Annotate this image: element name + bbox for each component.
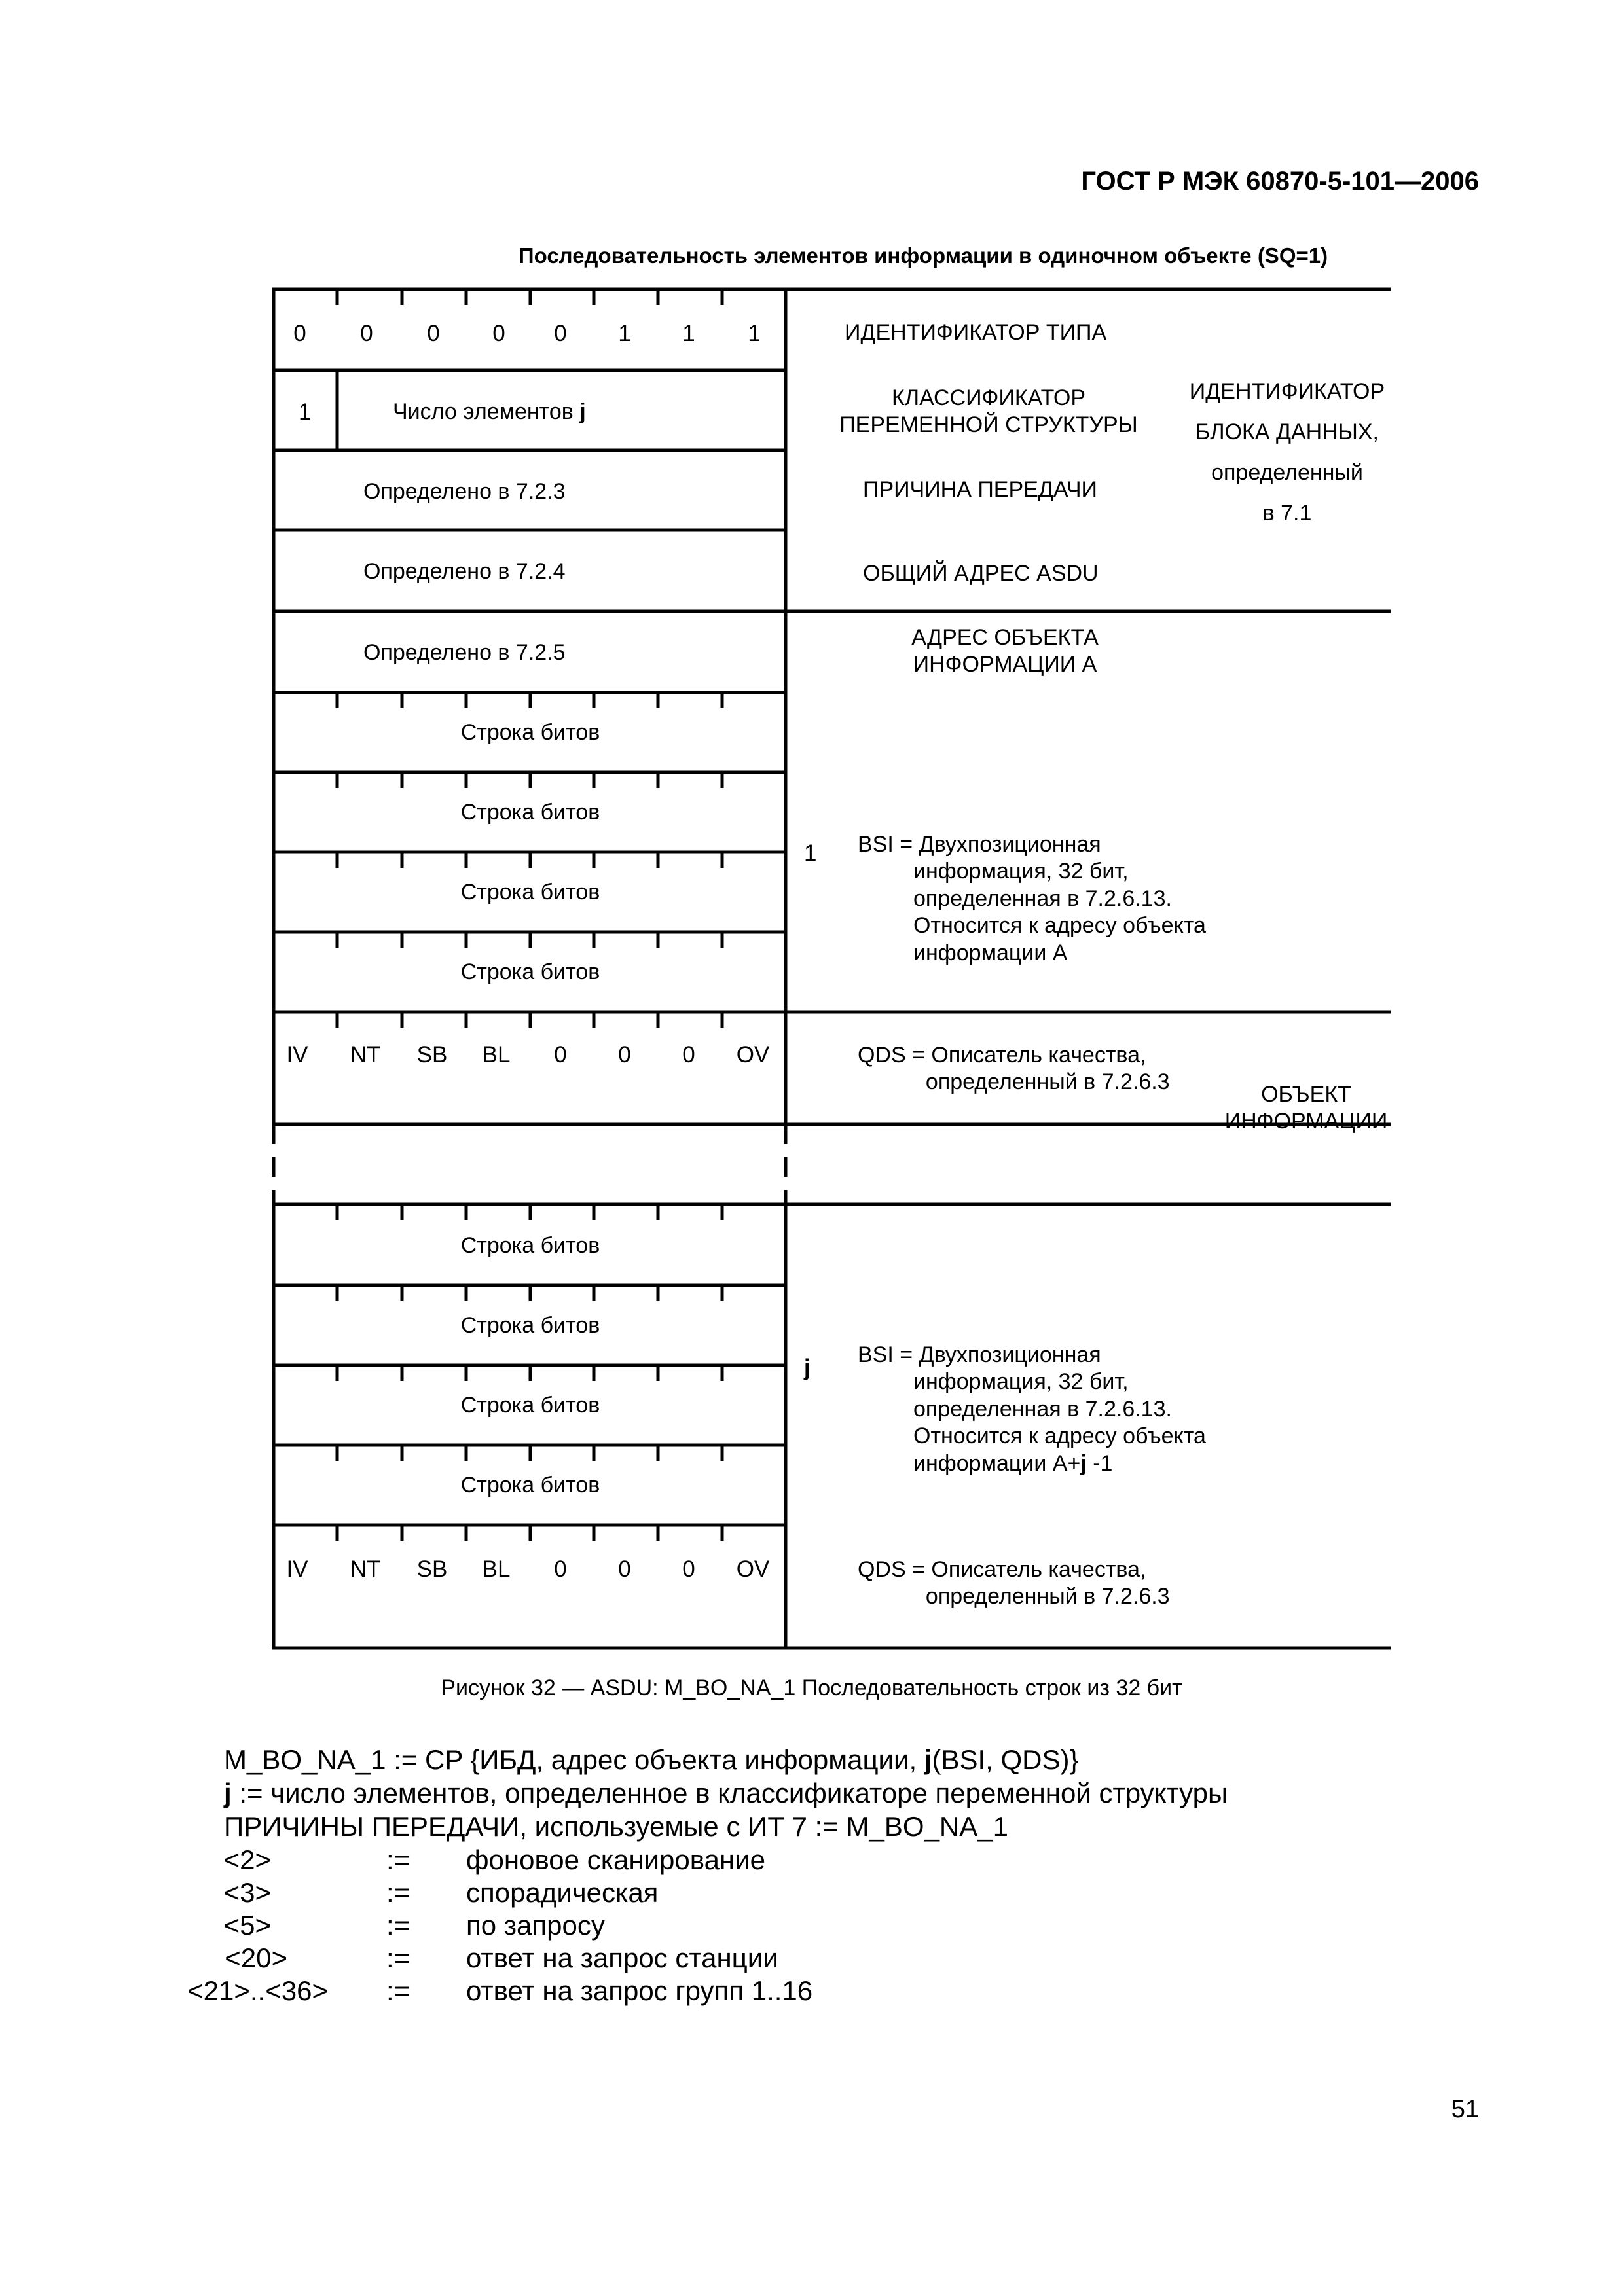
cause-op: := — [386, 1844, 410, 1875]
bitstring-row: Строка битов — [460, 1473, 600, 1498]
figure-caption: Рисунок 32 — ASDU: M_BO_NA_1 Последовательность строк из 32 бит — [441, 1676, 1182, 1700]
cause-code: <2> — [223, 1844, 271, 1875]
qds-bit-0: 0 — [618, 1042, 631, 1067]
cause-op: := — [386, 1975, 410, 2006]
definition-line-3: ПРИЧИНЫ ПЕРЕДАЧИ, используемые с ИТ 7 := M_BO_NA_1 — [224, 1811, 1008, 1842]
cot-definition: Определено в 7.2.3 — [363, 479, 566, 504]
qds-bit-0: 0 — [554, 1556, 567, 1582]
label-data-unit-identifier-2: БЛОКА ДАННЫХ, — [1195, 420, 1379, 444]
type-bit-3: 0 — [554, 321, 567, 346]
bitstring-row: Строка битов — [460, 1313, 600, 1338]
qds-bit-nt: NT — [350, 1042, 381, 1067]
type-bit-5: 0 — [427, 321, 440, 346]
vsq-var-j: j — [579, 399, 586, 424]
cause-text: фоновое сканирование — [466, 1844, 765, 1875]
qds-bit-0: 0 — [618, 1556, 631, 1582]
qds-bit-sb: SB — [416, 1556, 448, 1582]
standard-header: ГОСТ Р МЭК 60870-5-101—2006 — [1081, 167, 1479, 196]
qds-bit-iv: IV — [286, 1556, 308, 1582]
label-variable-structure-qualifier: КЛАССИФИКАТОР ПЕРЕМЕННОЙ СТРУКТУРЫ — [839, 386, 1138, 438]
bitstring-row: Строка битов — [460, 800, 600, 825]
bsi-last-text: BSI = Двухпозиционная информация, 32 бит, определенная в 7.2.6.13. Относится к адресу объекта информации А+ — [858, 1342, 1206, 1476]
qds-description-last: QDS = Описатель качества, определенный в 7.2.6.3 — [858, 1557, 1170, 1609]
label-information-object: ОБЪЕКТ ИНФОРМАЦИИ — [1224, 1082, 1388, 1134]
type-bit-7: 0 — [293, 321, 306, 346]
cause-code: <21>..<36> — [187, 1975, 328, 2006]
qds-bit-iv: IV — [286, 1042, 308, 1067]
type-bit-0: 1 — [748, 321, 761, 346]
label-common-address: ОБЩИЙ АДРЕС ASDU — [863, 561, 1099, 586]
bitstring-row: Строка битов — [460, 1393, 600, 1418]
cause-code: <3> — [223, 1877, 271, 1908]
vsq-sq-bit: 1 — [299, 399, 312, 425]
label-type-identifier: ИДЕНТИФИКАТОР ТИПА — [845, 320, 1107, 345]
vsq-text: Число элементов — [393, 399, 580, 424]
label-cause-of-transmission: ПРИЧИНА ПЕРЕДАЧИ — [863, 477, 1097, 502]
cause-op: := — [386, 1943, 410, 1973]
label-data-unit-identifier-4: в 7.1 — [1262, 501, 1312, 526]
definition-line-1-text: M_BO_NA_1 := CP {ИБД, адрес объекта информации, — [224, 1744, 924, 1775]
object-index-j: j — [804, 1355, 811, 1380]
qds-bit-ov: OV — [736, 1042, 770, 1067]
bsi-last-var-j: j — [1080, 1450, 1087, 1476]
object-index-1: 1 — [804, 840, 817, 866]
type-bit-4: 0 — [492, 321, 505, 346]
bitstring-row: Строка битов — [460, 960, 600, 984]
figure-title: Последовательность элементов информации в одиночном объекте (SQ=1) — [518, 243, 1328, 268]
cause-text: по запросу — [466, 1910, 605, 1941]
object-address-definition: Определено в 7.2.5 — [363, 640, 566, 665]
type-bit-6: 0 — [360, 321, 373, 346]
definition-line-1 — [224, 1744, 1079, 1776]
definition-line-2-var: j — [224, 1778, 232, 1808]
cause-code: <20> — [225, 1943, 287, 1973]
definition-line-1-tail: (BSI, QDS)} — [932, 1744, 1079, 1775]
vsq-number-of-elements — [393, 399, 586, 425]
cause-text: спорадическая — [466, 1877, 659, 1908]
definition-line-1-var: j — [924, 1744, 932, 1775]
cause-text: ответ на запрос групп 1..16 — [466, 1975, 813, 2006]
qds-description-first: QDS = Описатель качества, определенный в 7.2.6.3 — [858, 1043, 1170, 1095]
qds-bit-0: 0 — [554, 1042, 567, 1067]
bsi-description-first: BSI = Двухпозиционная информация, 32 бит, определенная в 7.2.6.13. Относится к адресу объекта информации А — [858, 832, 1206, 965]
qds-bit-nt: NT — [350, 1556, 381, 1582]
qds-bit-0: 0 — [682, 1042, 695, 1067]
label-data-unit-identifier-1: ИДЕНТИФИКАТОР — [1189, 379, 1385, 404]
cause-text: ответ на запрос станции — [466, 1943, 778, 1973]
type-bit-1: 1 — [682, 321, 695, 346]
label-data-unit-identifier-3: определенный — [1211, 460, 1363, 485]
qds-bit-bl: BL — [482, 1556, 511, 1582]
type-bit-2: 1 — [618, 321, 631, 346]
cause-op: := — [386, 1877, 410, 1908]
bitstring-row: Строка битов — [460, 720, 600, 745]
label-object-address: АДРЕС ОБЪЕКТА ИНФОРМАЦИИ А — [911, 625, 1099, 677]
cause-op: := — [386, 1910, 410, 1941]
bitstring-row: Строка битов — [460, 880, 600, 905]
qds-bit-ov: OV — [736, 1556, 770, 1582]
bsi-last-tail: -1 — [1086, 1450, 1113, 1476]
cause-code: <5> — [223, 1910, 271, 1941]
qds-bit-sb: SB — [416, 1042, 448, 1067]
qds-bit-bl: BL — [482, 1042, 511, 1067]
bitstring-row: Строка битов — [460, 1233, 600, 1258]
qds-bit-0: 0 — [682, 1556, 695, 1582]
definition-line-2-text: := число элементов, определенное в классификаторе переменной структуры — [231, 1778, 1228, 1808]
page-number: 51 — [1451, 2096, 1479, 2123]
common-address-definition: Определено в 7.2.4 — [363, 559, 566, 584]
definition-line-2 — [224, 1778, 1228, 1809]
bsi-description-last — [858, 1342, 1206, 1477]
